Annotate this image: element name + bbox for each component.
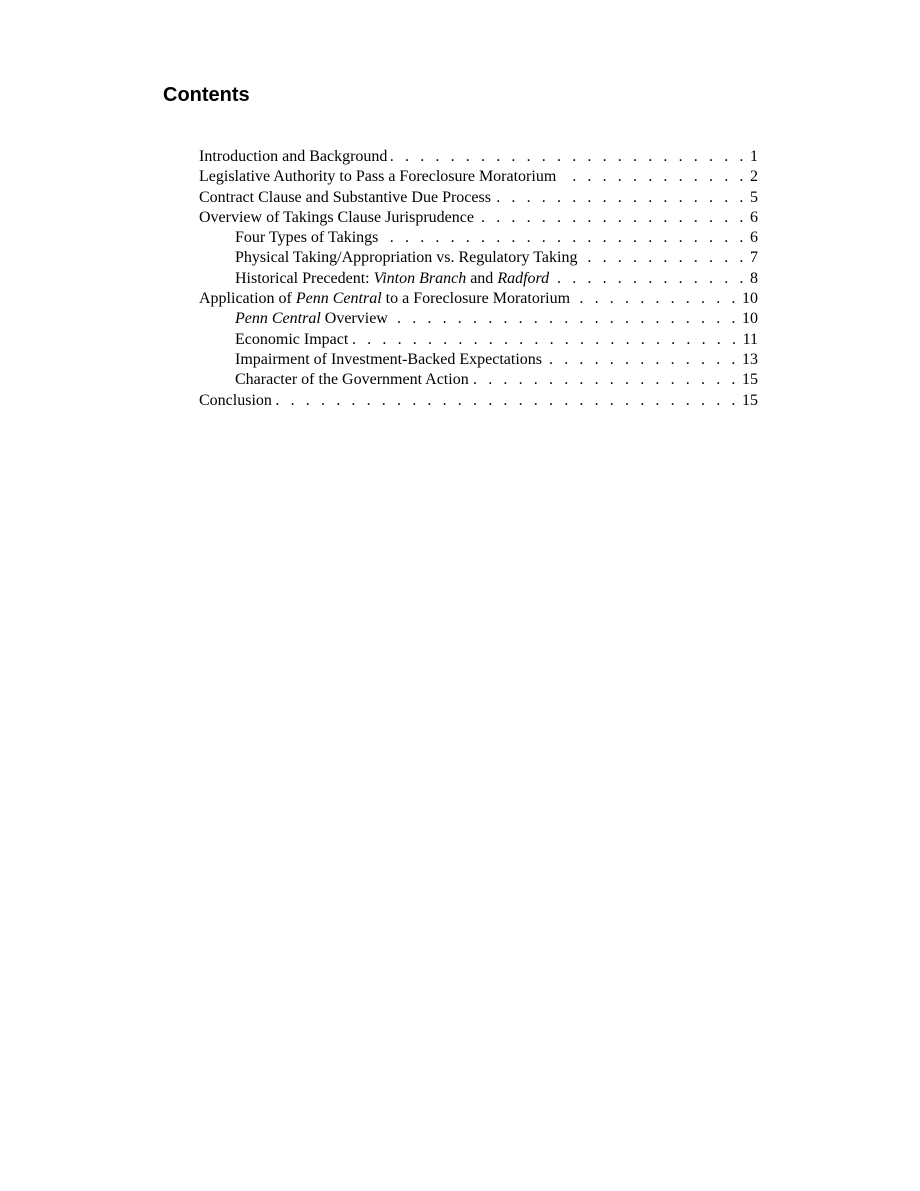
dot-leader xyxy=(276,391,739,411)
toc-page-number: 15 xyxy=(742,391,758,409)
toc-entry-economic-impact[interactable] xyxy=(199,330,758,350)
toc-entry-physical-vs-regulatory[interactable] xyxy=(199,248,758,268)
toc-page-number: 8 xyxy=(750,269,758,287)
toc-page-number: 2 xyxy=(750,168,758,186)
toc-entry-penn-central-application[interactable] xyxy=(199,289,758,309)
page-title: Contents xyxy=(163,84,250,106)
toc-entry-title: Introduction and Background xyxy=(199,148,388,165)
case-name: Radford xyxy=(497,269,550,287)
table-of-contents xyxy=(199,147,758,411)
toc-entry-four-types[interactable] xyxy=(199,228,758,248)
toc-entry-title: Impairment of Investment-Backed Expectations xyxy=(235,350,543,368)
toc-entry-government-action[interactable] xyxy=(199,370,758,390)
dot-leader xyxy=(574,289,739,309)
toc-page-number: 1 xyxy=(750,148,758,165)
dot-leader xyxy=(560,167,747,187)
toc-entry-title: Contract Clause and Substantive Due Process xyxy=(199,188,491,206)
toc-page-number: 11 xyxy=(742,330,758,348)
toc-page-number: 15 xyxy=(742,371,758,389)
title-text: and xyxy=(466,269,498,287)
case-name: Penn Central xyxy=(235,310,321,328)
toc-entry-contract-clause[interactable] xyxy=(199,188,758,208)
dot-leader xyxy=(581,248,747,268)
dot-leader xyxy=(473,370,739,390)
toc-entry-conclusion[interactable] xyxy=(199,391,758,411)
toc-entry-title: Physical Taking/Appropriation vs. Regulatory Taking xyxy=(235,249,578,267)
toc-entry-title: Legislative Authority to Pass a Foreclosure Moratorium xyxy=(199,168,557,186)
case-name: Penn Central xyxy=(295,290,382,308)
toc-entry-title: Economic Impact xyxy=(235,330,349,348)
toc-page-number: 5 xyxy=(750,188,758,206)
toc-page-number: 6 xyxy=(750,208,758,226)
dot-leader xyxy=(553,269,747,289)
dot-leader xyxy=(391,147,747,167)
toc-page-number: 7 xyxy=(750,249,758,267)
dot-leader xyxy=(382,228,747,248)
toc-entry-title: Overview of Takings Clause Jurisprudence xyxy=(199,208,474,226)
toc-entry-introduction[interactable] xyxy=(199,147,758,167)
dot-leader xyxy=(495,188,747,208)
toc-entry-title: Conclusion xyxy=(199,391,272,409)
toc-entry-title: Character of the Government Action xyxy=(235,371,469,389)
case-name: Vinton Branch xyxy=(373,269,467,287)
title-text: Historical Precedent: xyxy=(235,269,374,287)
title-text: Overview xyxy=(320,310,388,328)
toc-entry-title: Four Types of Takings xyxy=(235,229,379,247)
toc-entry-investment-backed-expectations[interactable] xyxy=(199,350,758,370)
toc-entry-takings-overview[interactable] xyxy=(199,208,758,228)
dot-leader xyxy=(392,309,739,329)
toc-entry-legislative-authority[interactable] xyxy=(199,167,758,187)
toc-page-number: 10 xyxy=(742,310,758,328)
dot-leader xyxy=(546,350,739,370)
dot-leader xyxy=(352,330,739,350)
title-text: to a Foreclosure Moratorium xyxy=(381,290,571,308)
toc-entry-title xyxy=(235,269,553,289)
toc-entry-title xyxy=(199,289,574,309)
toc-entry-penn-central-overview[interactable] xyxy=(199,309,758,329)
toc-entry-historical-precedent[interactable] xyxy=(199,269,758,289)
toc-entry-title xyxy=(235,309,392,329)
toc-page-number: 13 xyxy=(742,350,758,368)
toc-page-number: 6 xyxy=(750,229,758,247)
dot-leader xyxy=(478,208,747,228)
toc-page-number: 10 xyxy=(742,290,758,308)
title-text: Application of xyxy=(199,290,296,308)
